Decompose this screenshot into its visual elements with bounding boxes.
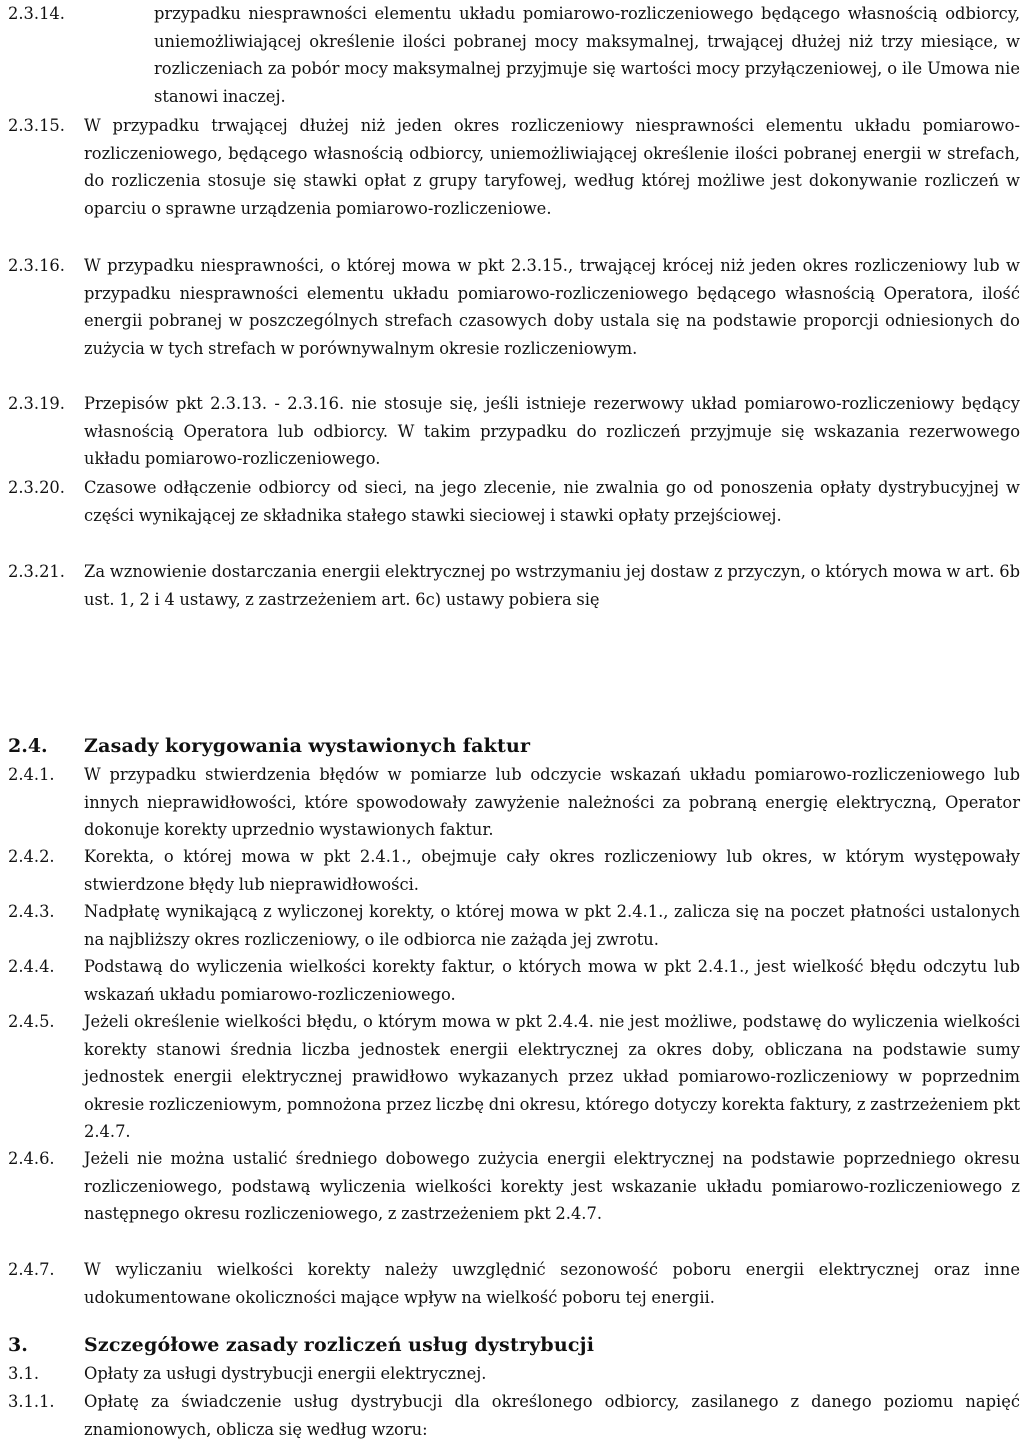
paragraph-text: Opłatę za świadczenie usług dystrybucji dla określonego odbiorcy, zasilanego z danego poziomu napięć znamionowych, oblicza się według wzoru: [84, 1392, 1020, 1439]
paragraph-number: 2.3.21. [8, 562, 65, 581]
paragraph-number: 2.4.1. [8, 765, 55, 784]
paragraph-number: 2.4.5. [8, 1012, 55, 1031]
paragraph-number: 3.1. [8, 1364, 40, 1383]
heading-title: Szczegółowe zasady rozliczeń usług dystrybucji [84, 1334, 595, 1356]
heading-number: 2.4. [8, 735, 48, 757]
paragraph-number: 2.3.19. [8, 394, 65, 413]
paragraph-text: Podstawą do wyliczenia wielkości korekty faktur, o których mowa w pkt 2.4.1., jest wielkość błędu odczytu lub wskazań układu pomiarowo-rozliczeniowego. [84, 957, 1020, 1004]
paragraph-text: Jeżeli nie można ustalić średniego dobowego zużycia energii elektrycznej na podstawie poprzedniego okresu rozliczeniowego, podstawą wyliczenia wielkości korekty jest wskazanie układu pomiarowo-rozliczeniowego z następnego okresu rozliczeniowego, z zastrzeżeniem pkt 2.4.7. [84, 1149, 1020, 1224]
paragraph-number: 2.3.16. [8, 256, 65, 275]
paragraph-text: Przepisów pkt 2.3.13. - 2.3.16. nie stosuje się, jeśli istnieje rezerwowy układ pomiarowo-rozliczeniowy będący własnością Operatora lub odbiorcy. W takim przypadku do rozliczeń przyjmuje się wskazania rezerwowego układu pomiarowo-rozliczeniowego. [84, 394, 1020, 469]
paragraph-number: 2.4.3. [8, 902, 55, 921]
paragraph-text: Opłaty za usługi dystrybucji energii elektrycznej. [84, 1364, 487, 1383]
paragraph-text: Czasowe odłączenie odbiorcy od sieci, na jego zlecenie, nie zwalnia go od ponoszenia opłaty dystrybucyjnej w części wynikającej ze składnika stałego stawki sieciowej i stawki opłaty przejściowej. [84, 478, 1020, 525]
heading-number: 3. [8, 1334, 28, 1356]
paragraph-text: Jeżeli określenie wielkości błędu, o którym mowa w pkt 2.4.4. nie jest możliwe, podstawę do wyliczenia wielkości korekty stanowi średnia liczba jednostek energii elektrycznej za okres doby, obliczana na podstawie sumy jednostek energii elektrycznej prawidłowo wykazanych przez układ pomiarowo-rozliczeniowy w poprzednim okresie rozliczeniowym, pomnożona przez liczbę dni okresu, którego dotyczy korekta faktury, z zastrzeżeniem pkt 2.4.7. [84, 1012, 1020, 1142]
paragraph-text: Za wznowienie dostarczania energii elektrycznej po wstrzymaniu jej dostaw z przyczyn, o których mowa w art. 6b ust. 1, 2 i 4 ustawy, z zastrzeżeniem art. 6c) ustawy pobiera się [84, 562, 1020, 609]
paragraph-text: W wyliczaniu wielkości korekty należy uwzględnić sezonowość poboru energii elektrycznej oraz inne udokumentowane okoliczności mające wpływ na wielkość poboru tej energii. [84, 1260, 1020, 1307]
paragraph-number: 2.4.2. [8, 847, 55, 866]
paragraph-number: 2.4.7. [8, 1260, 55, 1279]
paragraph-text: przypadku niesprawności elementu układu pomiarowo-rozliczeniowego będącego własnością odbiorcy, uniemożliwiającej określenie ilości pobranej mocy maksymalnej, trwającej dłużej niż trzy miesiące, w rozliczeniach za pobór mocy maksymalnej przyjmuje się wartości mocy przyłączeniowej, o ile Umowa nie stanowi inaczej. [154, 4, 1020, 106]
paragraph-number: 3.1.1. [8, 1392, 55, 1411]
paragraph-text: W przypadku niesprawności, o której mowa w pkt 2.3.15., trwającej krócej niż jeden okres rozliczeniowy lub w przypadku niesprawności elementu układu pomiarowo-rozliczeniowego będącego własnością Operatora, ilość energii pobranej w poszczególnych strefach czasowych doby ustala się na podstawie proporcji odniesionych do zużycia w tych strefach w porównywalnym okresie rozliczeniowym. [84, 256, 1020, 358]
paragraph-text: Korekta, o której mowa w pkt 2.4.1., obejmuje cały okres rozliczeniowy lub okres, w którym występowały stwierdzone błędy lub nieprawidłowości. [84, 847, 1020, 894]
heading-title: Zasady korygowania wystawionych faktur [84, 735, 531, 757]
paragraph-number: 2.3.20. [8, 478, 65, 497]
paragraph-number: 2.3.14. [8, 4, 65, 23]
paragraph-text: Nadpłatę wynikającą z wyliczonej korekty, o której mowa w pkt 2.4.1., zalicza się na poczet płatności ustalonych na najbliższy okres rozliczeniowy, o ile odbiorca nie zażąda jej zwrotu. [84, 902, 1020, 949]
paragraph-number: 2.3.15. [8, 116, 65, 135]
paragraph-number: 2.4.6. [8, 1149, 55, 1168]
paragraph-text: W przypadku trwającej dłużej niż jeden okres rozliczeniowy niesprawności elementu układu pomiarowo-rozliczeniowego, będącego własnością odbiorcy, uniemożliwiającej określenie ilości pobranej energii w strefach, do rozliczenia stosuje się stawki opłat z grupy taryfowej, według której możliwe jest dokonywanie rozliczeń w oparciu o sprawne urządzenia pomiarowo-rozliczeniowe. [84, 116, 1020, 218]
paragraph-text: W przypadku stwierdzenia błędów w pomiarze lub odczycie wskazań układu pomiarowo-rozliczeniowego lub innych nieprawidłowości, które spowodowały zawyżenie należności za pobraną energię elektryczną, Operator dokonuje korekty uprzednio wystawionych faktur. [84, 765, 1020, 840]
paragraph-number: 2.4.4. [8, 957, 55, 976]
